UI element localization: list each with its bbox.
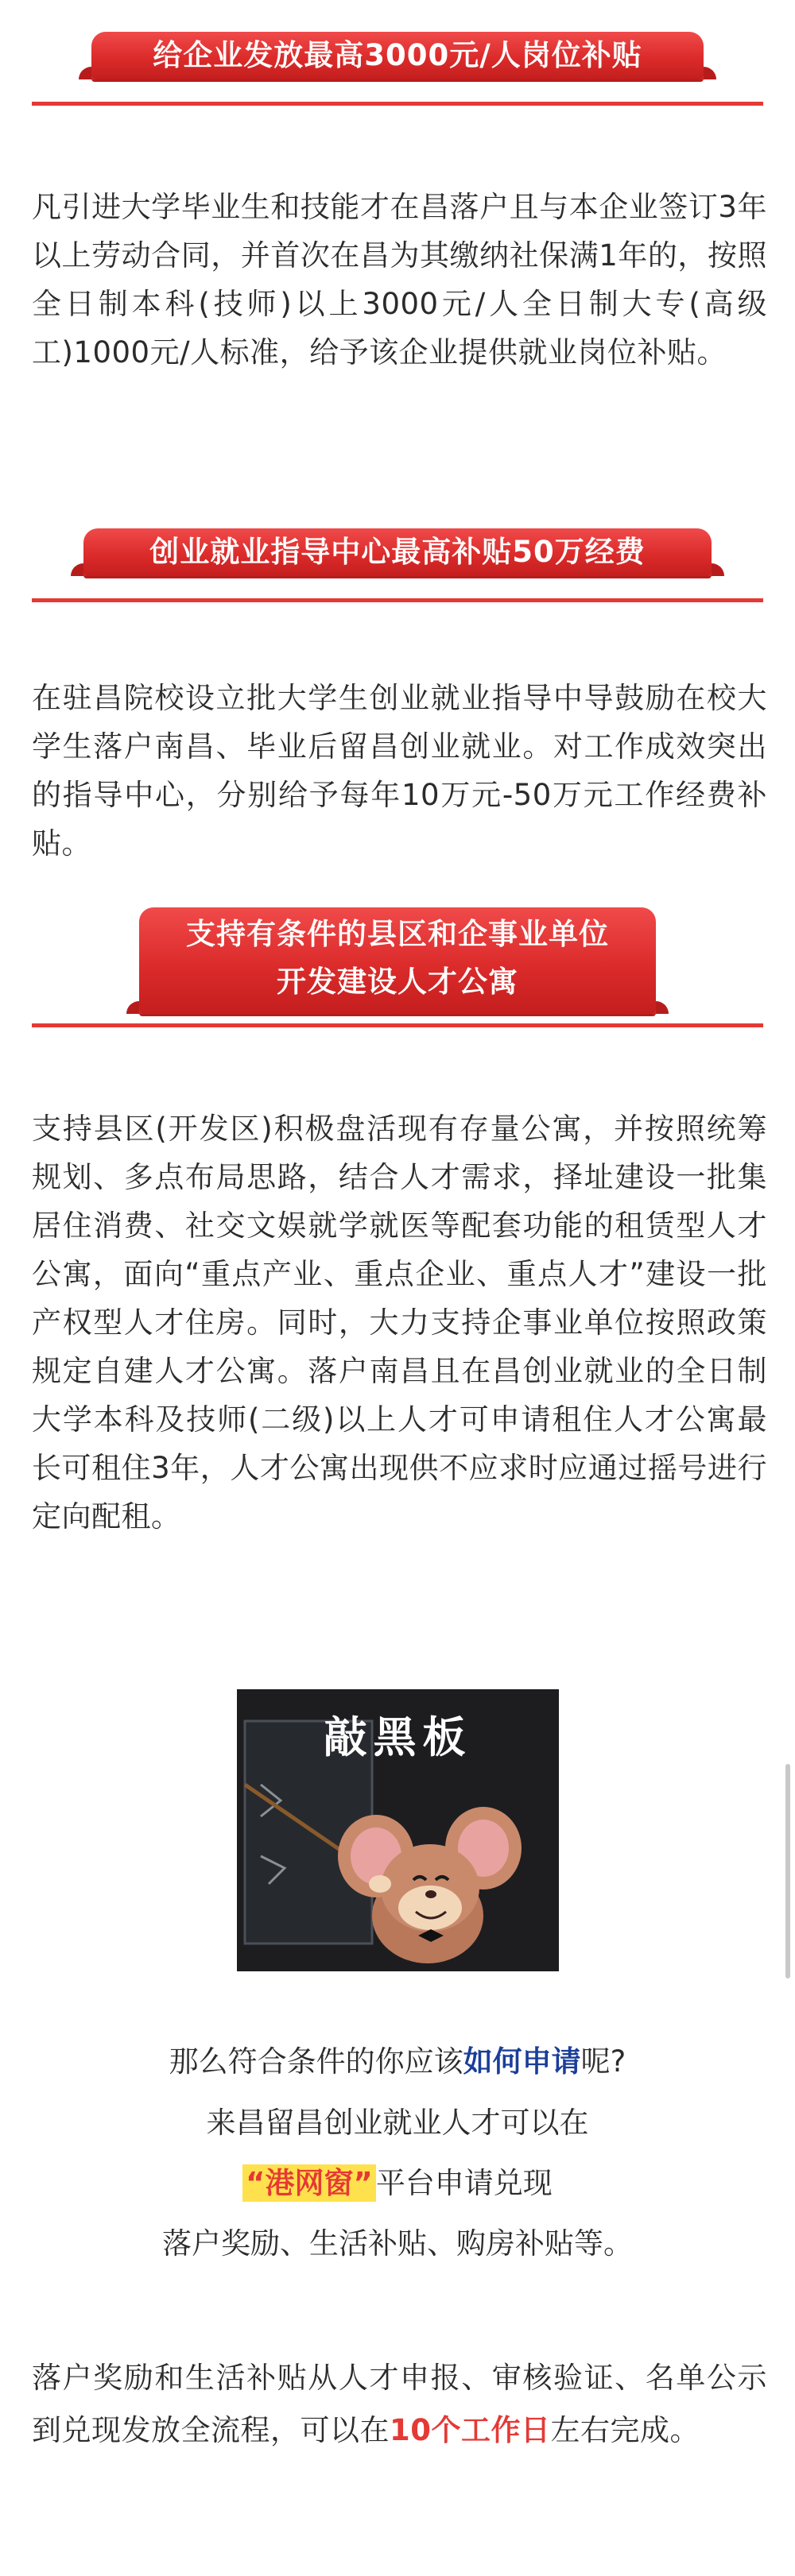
apply-question-suffix: 呢? <box>580 2044 626 2079</box>
section-divider <box>32 102 763 106</box>
section-header-2 <box>32 528 763 608</box>
scrollbar-thumb[interactable] <box>785 1764 790 1978</box>
closing-paragraph <box>32 2352 767 2457</box>
section-title-line-2: 开发建设人才公寓 <box>277 965 518 999</box>
closing-text-prefix: 落户奖励和生活补贴从人才申报、审核验证、名单公示到兑现发放全流程，可以在 <box>32 2361 767 2447</box>
section-paragraph-1: 凡引进大学毕业生和技能才在昌落户且与本企业签订3年以上劳动合同，并首次在昌为其缴纳社保满1年的，按照全日制本科(技师)以上3000元/人全日制大专(高级工)1000元/人标准，给予该企业提供就业岗位补贴。 <box>32 190 767 369</box>
meme-image <box>237 1689 559 1971</box>
section-paragraph-3: 支持县区(开发区)积极盘活现有存量公寓，并按照统筹规划、多点布局思路，结合人才需求，择址建设一批集居住消费、社交文娱就学就医等配套功能的租赁型人才公寓，面向“重点产业、重点企业、重点人才”建设一批产权型人才住房。同时，大力支持企事业单位按照政策规定自建人才公寓。落户南昌且在昌创业就业的全日制大学本科及技师(二级)以上人才可申请租住人才公寓最长可租住3年，人才公寓出现供不应求时应通过摇号进行定向配租。 <box>32 1112 767 1534</box>
apply-question <box>0 2038 795 2086</box>
section-header-3 <box>32 907 763 1027</box>
apply-question-highlight: 如何申请 <box>463 2044 581 2079</box>
section-title-pill <box>83 528 712 576</box>
section-title: 创业就业指导中心最高补贴50万经费 <box>149 535 646 569</box>
section-paragraph-2: 在驻昌院校设立批大学生创业就业指导中导鼓励在校大学生落户南昌、毕业后留昌创业就业。对工作成效突出的指导中心，分别给予每年10万元-50万元工作经费补贴。 <box>32 681 767 861</box>
section-title-pill <box>91 32 704 79</box>
closing-highlight: 10个工作日 <box>390 2413 551 2447</box>
apply-question-prefix: 那么符合条件的你应该 <box>169 2044 463 2079</box>
platform-name: “港网窗” <box>242 2164 376 2202</box>
section-divider <box>32 1023 763 1027</box>
closing-text-suffix: 左右完成。 <box>550 2413 700 2447</box>
meme-caption: 敲黑板 <box>324 1712 472 1762</box>
apply-line-3 <box>0 2160 795 2207</box>
apply-line-3-suffix: 平台申请兑现 <box>375 2166 553 2200</box>
section-divider <box>32 598 763 602</box>
section-title-line-1: 支持有条件的县区和企事业单位 <box>186 917 609 951</box>
apply-line-2: 来昌留昌创业就业人才可以在 <box>206 2106 589 2140</box>
section-header-1 <box>32 32 763 111</box>
apply-line-4: 落户奖励、生活补贴、购房补贴等。 <box>162 2226 633 2261</box>
section-title-pill <box>139 907 656 1014</box>
section-title: 给企业发放最高3000元/人岗位补贴 <box>153 38 642 72</box>
